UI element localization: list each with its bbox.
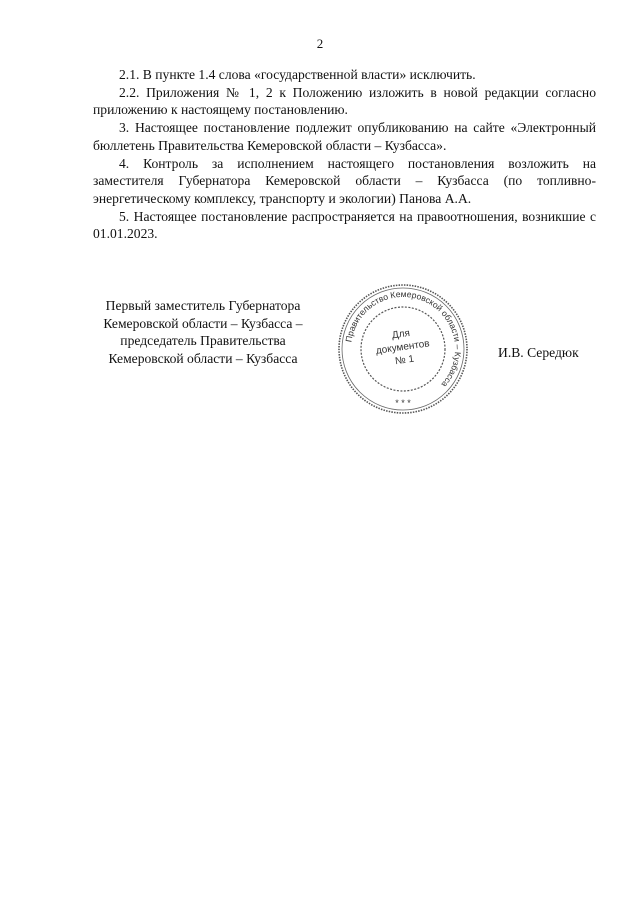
seal-stars: * * * bbox=[395, 398, 411, 408]
signatory-title-line: Первый заместитель Губернатора bbox=[105, 298, 301, 313]
seal-center-line: № 1 bbox=[394, 353, 415, 368]
official-seal bbox=[336, 282, 470, 416]
paragraph-3: 3. Настоящее постановление подлежит опубликованию на сайте «Электронный бюллетень Правительства Кемеровской области – Кузбасса». bbox=[93, 120, 596, 153]
seal-ring-text: Правительство Кемеровской области – Кузбасса bbox=[343, 288, 464, 390]
seal-center-line: Для bbox=[391, 327, 411, 342]
paragraph-2-1: 2.1. В пункте 1.4 слова «государственной власти» исключить. bbox=[119, 67, 476, 82]
seal-icon bbox=[336, 282, 470, 416]
signatory-title-line: Кемеровской области – Кузбасса – bbox=[103, 315, 303, 331]
document-body bbox=[93, 66, 596, 243]
paragraph-5: 5. Настоящее постановление распространяется на правоотношения, возникшие с 01.01.2023. bbox=[93, 208, 596, 242]
signatory-title-line: председатель Правительства bbox=[120, 333, 286, 349]
paragraph-2-2: 2.2. Приложения № 1, 2 к Положению изложить в новой редакции согласно приложению к настоящему постановлению. bbox=[93, 84, 596, 118]
paragraph-4: 4. Контроль за исполнением настоящего постановления возложить на заместителя Губернатора Кемеровской области – Кузбасса (по топливно-энергетическому комплексу, транспорту и экологии) Панова А.А. bbox=[93, 155, 596, 206]
signatory-name: И.В. Середюк bbox=[498, 345, 579, 360]
page-number: 2 bbox=[316, 36, 324, 51]
signatory-title bbox=[78, 297, 328, 368]
seal-center-line: документов bbox=[375, 338, 431, 357]
signatory-title-line: Кемеровской области – Кузбасса bbox=[108, 351, 298, 367]
